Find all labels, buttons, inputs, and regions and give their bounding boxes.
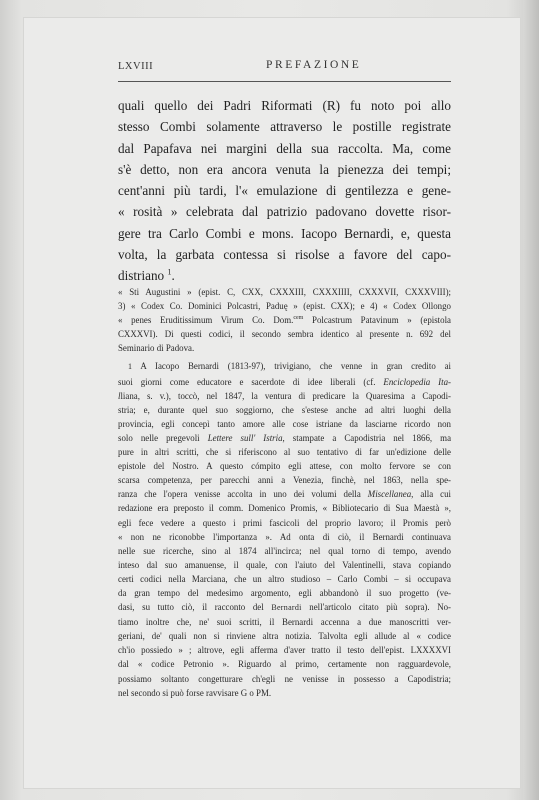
main-line: s'è detto, non era ancora venuta la pienezza dei tempi; (118, 161, 451, 177)
footnote-reference: 1 (167, 267, 172, 277)
note-text: Polcastrum Patavinum » (epistola (303, 315, 451, 326)
footnote-line: dal « codice Petronio ». Riguardo al primo, certamente non ragguardevole, (118, 659, 451, 670)
footnote-line: ch'io possiedo » ; altrove, egli afferma d'aver tratto il testo dell'epist. LXXXXVI (118, 645, 451, 656)
footnote-line: nel secondo si può forse ravvisare G o PM. (118, 687, 272, 698)
footnote-text: , alla cui (411, 489, 451, 500)
footnote-line: da gran tempo del medesimo argomento, egli abbandonò il suo progetto (ve- (118, 587, 451, 598)
footnote-line: egli fece vedere a questo i primi fascicoli del proprio lavoro; il Promis però (118, 517, 451, 528)
footnote-smallcaps: Bernardi (271, 603, 302, 613)
footnote-line: geriani, de' quali non si rinviene altra notizia. Talvolta egli allude al « codice (118, 631, 451, 642)
footnote-line: tiamo inoltre che, ne' suoi scritti, il Bernardi accenna a due manoscritti ver- (118, 617, 451, 628)
note-text: « penes Eruditissimum Virum Co. Dom. (118, 315, 294, 326)
footnote-line: inteso dal suo amanuense, il quale, con l'aiuto del Valentinelli, stava copiando (118, 559, 451, 570)
note-continuation-line (118, 313, 451, 327)
footnote-italic: Lettere sull' Istria (207, 432, 283, 443)
main-line: volta, la garbata contessa si risolse a favore del capo- (118, 247, 451, 263)
footnote-line: scarsa competenza, per parecchi anni a Venezia, finchè, nel 1863, nella spe- (118, 475, 451, 486)
footnote-text: dasi, su tutto ciò, il racconto del (118, 602, 264, 613)
main-line: gere tra Carlo Combi e mons. Iacopo Bernardi, e, questa (118, 225, 451, 241)
main-line-last: distriano $^1$. (118, 267, 175, 284)
page-number: LXVIII (118, 61, 154, 72)
footnote-number: 1 (128, 362, 132, 372)
footnote-text: nell'articolo citato più sopra). No- (301, 602, 451, 613)
footnote-line: epistole del Nostro. A questo cómpito egli attese, con molto fervore se con (118, 461, 451, 472)
main-line: cent'anni più tardi, l'« emulazione di gentilezza e gene- (118, 183, 451, 199)
main-line: dal Papafava nei margini della sua raccolta. Ma, come (118, 140, 451, 156)
footnote-line (118, 431, 451, 445)
running-head (118, 59, 451, 82)
footnote-text: suoi giorni come educatore e sacerdote di idee liberali (cf. (118, 376, 376, 387)
footnote-line: pure in altri scritti, che si riferiscono al suo tentativo di far un'edizione delle (118, 447, 451, 458)
footnote-text: , stampate a Capodistria nel 1866, ma (282, 432, 452, 443)
footnote-text: A Iacopo Bernardi (1813-97), trivigiano, che venne in gran credito ai (140, 361, 451, 372)
footnote-text: solo nelle pregevoli (118, 432, 200, 443)
footnote-text: ranza che l'opera venisse accolta in uno dei volumi della (118, 489, 361, 500)
main-line: « rosità » celebrata dal patrizio padovano dovette risor- (118, 204, 451, 220)
footnote-line (118, 375, 451, 389)
footnote-line: nelle sue ricerche, sino al 1874 all'incirca; nel qual torno di tempo, avendo (118, 545, 451, 556)
page-edge-shadow (523, 0, 539, 800)
note-continuation-line: Seminario di Padova. (118, 343, 195, 354)
running-head-title: PREFAZIONE (266, 59, 362, 71)
superscript-abbrev: cem (293, 315, 304, 322)
footnote-text: liana, s. v.), toccò, nel 1847, la ventura di predicare la Quaresima a Capodi- (120, 390, 451, 401)
main-line: stesso Combi solamente attraverso le postille registrate (118, 119, 451, 135)
footnote-line: redazione era preposto il comm. Domenico Promis, « Bibliotecario di Sua Maestà », (118, 503, 451, 514)
footnote-line (118, 359, 451, 374)
footnote-line: certi codici nella Marciana, che un altro studioso – Carlo Combi – si occupava (118, 573, 451, 584)
note-continuation-line: 3) « Codex Co. Dominici Polcastri, Paduę » (epist. CXX); e 4) « Codex Ollongo (118, 301, 451, 312)
footnote-line (118, 600, 451, 615)
footnotes (118, 285, 451, 700)
note-continuation-line: CXXXVI). Di questi codici, il secondo sembra identico al presente n. 692 del (118, 329, 451, 340)
footnote-line: stria; e, durante quel suo soggiorno, che s'estese anche ad altri luoghi della (118, 404, 451, 415)
footnote-line: possiamo soltanto congetturare ch'egli ne venisse in possesso a Capodistria; (118, 673, 451, 684)
main-line-text: distriano (118, 268, 165, 284)
main-paragraph (118, 95, 451, 287)
footnote-line: provincia, egli concepì tanto amore alle cose istriane da lasciarne ricordo non (118, 418, 451, 429)
footnote-line: lliana, s. v.), toccò, nel 1847, la ventura di predicare la Quaresima a Capodi- (118, 390, 451, 401)
note-continuation-line: « Sti Augustini » (epist. C, CXX, CXXXIII, CXXXIIII, CXXXVII, CXXXVIII); (118, 287, 451, 297)
main-line: quali quello dei Padri Riformati (R) fu noto poi allo (118, 98, 451, 113)
footnote-line: « non ne riconobbe l'importanza ». Ad onta di ciò, il Bernardi continuava (118, 531, 451, 542)
footnote-line (118, 487, 451, 501)
footnote-italic: Miscellanea (367, 489, 412, 500)
footnote-italic: Enciclopedia Ita- (383, 376, 451, 387)
